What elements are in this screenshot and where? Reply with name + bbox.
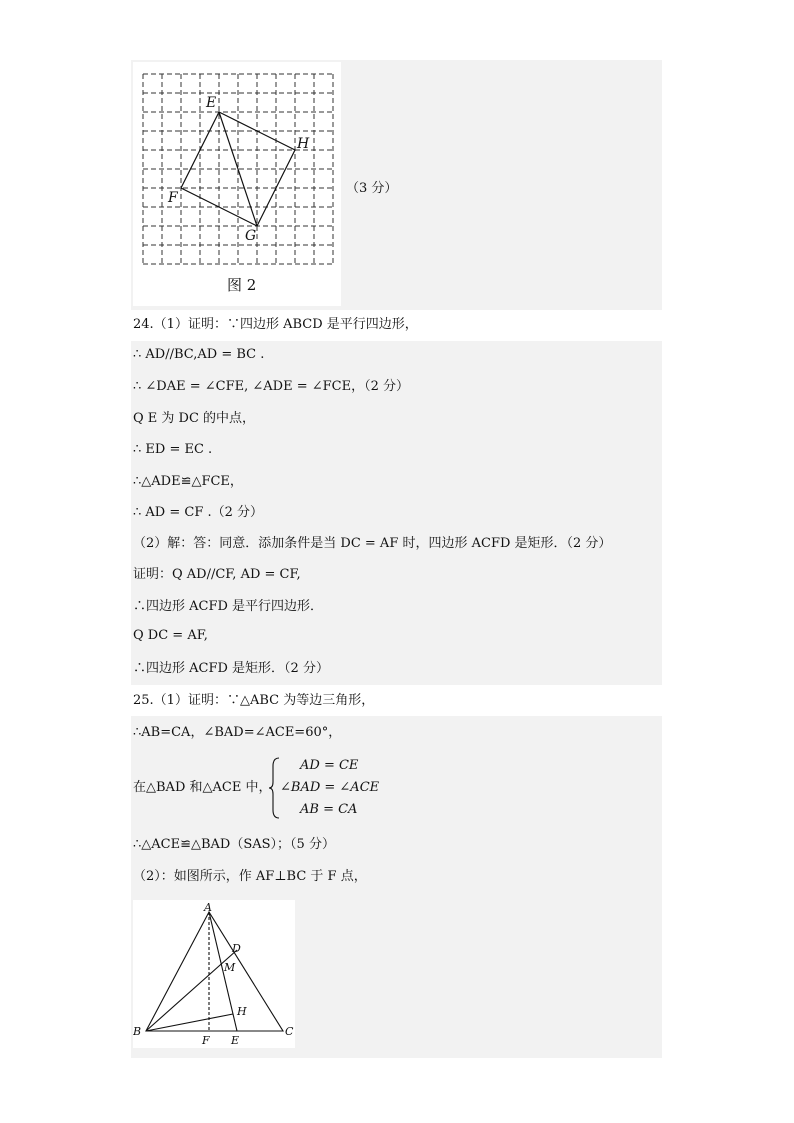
tri-label-M: M <box>224 961 236 974</box>
q24-line-11: Q DC = AF, <box>133 628 208 643</box>
figure-2-caption: 图 2 <box>227 276 257 294</box>
q24-line-10: ∴四边形 ACFD 是平行四边形． <box>133 599 324 614</box>
q25-line-5: （2）：如图所示，作 AF⊥BC 于 F 点， <box>133 869 367 884</box>
triangle-diagram <box>133 900 295 1048</box>
q24-line-9: 证明：Q AD//CF, AD = CF, <box>133 567 301 582</box>
tri-label-D: D <box>232 942 241 955</box>
q24-line-3: ∴ ∠DAE = ∠CFE, ∠ADE = ∠FCE，（2 分） <box>133 379 409 394</box>
system-eq-2: ∠BAD = ∠ACE <box>280 780 380 795</box>
system-eq-3: AB = CA <box>300 802 358 817</box>
q25-line-1: 25.（1）证明：∵△ABC 为等边三角形， <box>133 693 375 708</box>
tri-label-A: A <box>204 901 212 914</box>
label-G: G <box>245 228 257 244</box>
q24-line-12: ∴四边形 ACFD 是矩形．（2 分） <box>133 661 329 676</box>
triangle-figure <box>133 900 295 1048</box>
label-F: F <box>168 190 178 206</box>
q24-line-7: ∴ AD = CF .（2 分） <box>133 505 264 520</box>
q24-line-2: ∴ AD//BC,AD = BC . <box>133 347 265 362</box>
system-eq-1: AD = CE <box>300 758 359 773</box>
tri-label-H: H <box>237 1005 247 1018</box>
tri-label-C: C <box>285 1025 294 1038</box>
q24-line-6: ∴△ADE≌△FCE， <box>133 474 243 489</box>
q24-line-8: （2）解：答：同意．添加条件是当 DC = AF 时，四边形 ACFD 是矩形．（2 分） <box>133 536 612 551</box>
q24-line-5: ∴ ED = EC . <box>133 442 213 457</box>
q25-line-2: ∴AB=CA，∠BAD=∠ACE=60°， <box>133 725 342 740</box>
tri-label-F: F <box>202 1034 210 1047</box>
figure-2-grid <box>133 62 341 306</box>
q24-line-4: Q E 为 DC 的中点， <box>133 411 256 426</box>
q25-line-3: 在△BAD 和△ACE 中， <box>133 780 272 795</box>
label-H: H <box>297 136 310 152</box>
q24-line-1: 24.（1）证明：∵四边形 ABCD 是平行四边形， <box>133 317 418 332</box>
tri-label-E: E <box>231 1034 240 1047</box>
tri-label-B: B <box>133 1025 142 1038</box>
figure-2-score: （3 分） <box>346 181 398 196</box>
q25-line-4: ∴△ACE≌△BAD（SAS）；（5 分） <box>133 837 335 852</box>
figure-2 <box>133 62 341 306</box>
label-E: E <box>206 95 217 111</box>
